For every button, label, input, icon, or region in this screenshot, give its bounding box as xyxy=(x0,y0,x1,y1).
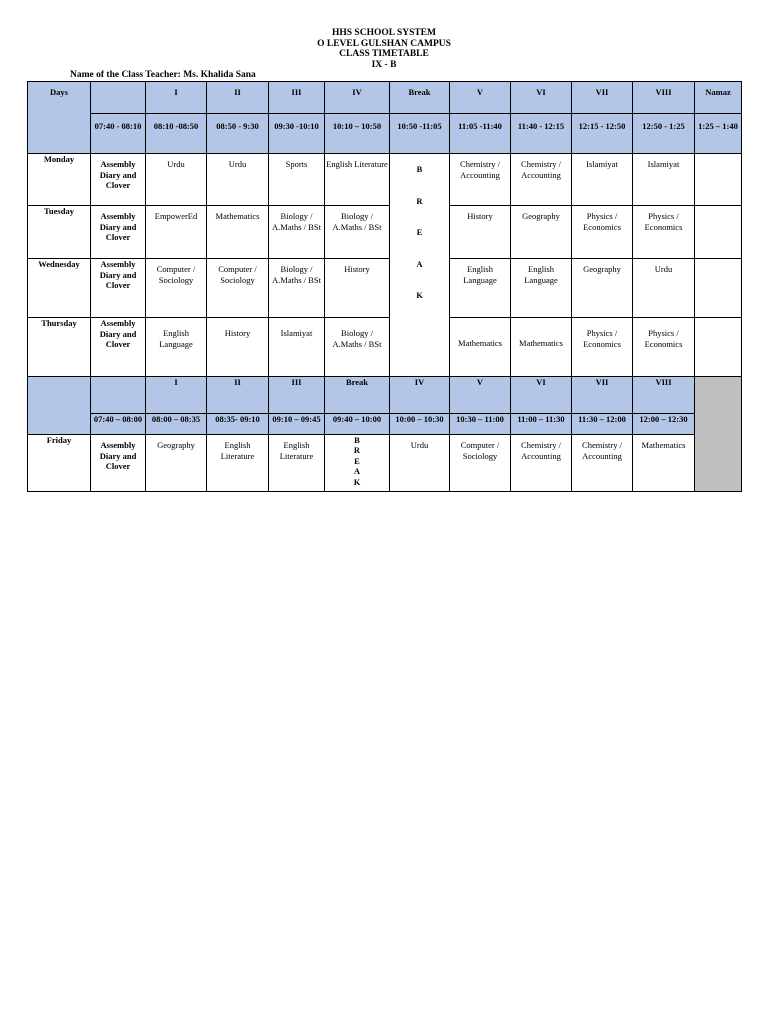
time-slot: 11:40 - 12:15 xyxy=(511,114,572,154)
lesson-cell: Mathematics xyxy=(511,318,572,377)
lesson-cell: History xyxy=(207,318,269,377)
period-header: VIII xyxy=(633,377,695,414)
lesson-cell: Chemistry / Accounting xyxy=(511,154,572,206)
lesson-cell: Geography xyxy=(572,259,633,318)
class-teacher-line: Name of the Class Teacher: Ms. Khalida Sana xyxy=(70,70,256,80)
days-header: Days xyxy=(28,82,91,154)
time-slot: 07:40 – 08:00 xyxy=(91,414,146,435)
class-name: IX - B xyxy=(371,59,397,70)
time-slot: 10:50 -11:05 xyxy=(390,114,450,154)
lesson-cell: Urdu xyxy=(633,259,695,318)
break-letter: E xyxy=(416,227,423,238)
period-header: VI xyxy=(511,82,572,114)
lesson-cell: Physics / Economics xyxy=(572,206,633,259)
lesson-cell: Biology / A.Maths / BSt xyxy=(269,259,325,318)
lesson-cell: Mathematics xyxy=(450,318,511,377)
document-header xyxy=(0,28,768,70)
time-slot: 12:00 – 12:30 xyxy=(633,414,695,435)
period-header: VII xyxy=(572,82,633,114)
lesson-cell: Physics / Economics xyxy=(572,318,633,377)
lesson-cell: Biology / A.Maths / BSt xyxy=(325,318,390,377)
time-slot: 08:35- 09:10 xyxy=(207,414,269,435)
time-slot: 08:00 – 08:35 xyxy=(146,414,207,435)
assembly-cell: Assembly Diary and Clover xyxy=(91,154,146,206)
lesson-cell: History xyxy=(325,259,390,318)
lesson-cell: English Language xyxy=(146,318,207,377)
time-slot: 12:15 - 12:50 xyxy=(572,114,633,154)
break-letter: E xyxy=(354,455,360,466)
break-letter: B xyxy=(354,435,360,445)
time-slot: 11:05 -11:40 xyxy=(450,114,511,154)
period-header: VIII xyxy=(633,82,695,114)
break-header: Break xyxy=(390,82,450,114)
time-slot: 07:40 - 08:10 xyxy=(91,114,146,154)
time-slot: 09:10 – 09:45 xyxy=(269,414,325,435)
time-slot: 10:00 – 10:30 xyxy=(390,414,450,435)
day-row-monday xyxy=(28,154,742,206)
time-slot: 12:50 - 1:25 xyxy=(633,114,695,154)
lesson-cell: Mathematics xyxy=(633,435,695,492)
friday-grey-cell xyxy=(695,377,742,492)
lesson-cell: Chemistry / Accounting xyxy=(572,435,633,492)
document-title: CLASS TIMETABLE xyxy=(339,49,429,59)
timetable xyxy=(27,81,742,492)
lesson-cell: Computer / Sociology xyxy=(146,259,207,318)
school-name: HHS SCHOOL SYSTEM xyxy=(331,28,436,38)
lesson-cell: Biology / A.Maths / BSt xyxy=(325,206,390,259)
lesson-cell: Islamiyat xyxy=(633,154,695,206)
period-header: I xyxy=(146,377,207,414)
break-column xyxy=(390,154,450,377)
lesson-cell: Computer / Sociology xyxy=(450,435,511,492)
namaz-cell xyxy=(695,154,742,206)
period-header: I xyxy=(146,82,207,114)
lesson-cell: Geography xyxy=(511,206,572,259)
assembly-header xyxy=(91,377,146,414)
day-label: Wednesday xyxy=(28,259,91,318)
lesson-cell: Islamiyat xyxy=(572,154,633,206)
day-label: Thursday xyxy=(28,318,91,377)
day-row-tuesday xyxy=(28,206,742,259)
lesson-cell: Geography xyxy=(146,435,207,492)
day-row-thursday xyxy=(28,318,742,377)
lesson-cell: Chemistry / Accounting xyxy=(450,154,511,206)
assembly-cell: Assembly Diary and Clover xyxy=(91,259,146,318)
assembly-cell: Assembly Diary and Clover xyxy=(91,206,146,259)
friday-break-cell xyxy=(325,435,390,492)
period-header: VII xyxy=(572,377,633,414)
day-label: Monday xyxy=(28,154,91,206)
day-label: Friday xyxy=(28,435,91,492)
lesson-cell: Mathematics xyxy=(207,206,269,259)
period-header: II xyxy=(207,377,269,414)
lesson-cell: Computer / Sociology xyxy=(207,259,269,318)
day-label: Tuesday xyxy=(28,206,91,259)
campus-name: O LEVEL GULSHAN CAMPUS xyxy=(317,38,451,49)
period-header: III xyxy=(269,377,325,414)
period-header: IV xyxy=(390,377,450,414)
friday-time-header-row xyxy=(28,414,742,435)
time-slot: 11:00 – 11:30 xyxy=(511,414,572,435)
time-slot: 11:30 – 12:00 xyxy=(572,414,633,435)
lesson-cell: English Literature xyxy=(325,154,390,206)
assembly-cell: Assembly Diary and Clover xyxy=(91,435,146,492)
time-slot: 1:25 – 1:40 xyxy=(695,114,742,154)
lesson-cell: Islamiyat xyxy=(269,318,325,377)
namaz-cell xyxy=(695,259,742,318)
namaz-header: Namaz xyxy=(695,82,742,114)
period-header: VI xyxy=(511,377,572,414)
lesson-cell: Physics / Economics xyxy=(633,206,695,259)
lesson-cell: Physics / Economics xyxy=(633,318,695,377)
period-header: V xyxy=(450,377,511,414)
period-header: II xyxy=(207,82,269,114)
time-slot: 08:50 - 9:30 xyxy=(207,114,269,154)
break-letter: A xyxy=(353,466,361,477)
lesson-cell: English Literature xyxy=(269,435,325,492)
lesson-cell: Chemistry / Accounting xyxy=(511,435,572,492)
lesson-cell: English Language xyxy=(511,259,572,318)
time-slot: 08:10 -08:50 xyxy=(146,114,207,154)
friday-days-header xyxy=(28,377,91,435)
break-letter: A xyxy=(416,258,423,269)
break-letter: R xyxy=(353,445,361,456)
break-letter: K xyxy=(353,476,361,487)
time-header-row xyxy=(28,114,742,154)
lesson-cell: English Literature xyxy=(207,435,269,492)
period-header: III xyxy=(269,82,325,114)
time-slot: 10:10 – 10:50 xyxy=(325,114,390,154)
period-header: IV xyxy=(325,82,390,114)
time-slot: 09:30 -10:10 xyxy=(269,114,325,154)
time-slot: 09:40 – 10:00 xyxy=(325,414,390,435)
period-header: V xyxy=(450,82,511,114)
break-letter: R xyxy=(416,195,423,206)
lesson-cell: History xyxy=(450,206,511,259)
friday-period-header-row xyxy=(28,377,742,414)
lesson-cell: English Language xyxy=(450,259,511,318)
lesson-cell: Urdu xyxy=(390,435,450,492)
break-header: Break xyxy=(325,377,390,414)
assembly-cell: Assembly Diary and Clover xyxy=(91,318,146,377)
lesson-cell: Urdu xyxy=(146,154,207,206)
assembly-header xyxy=(91,82,146,114)
namaz-cell xyxy=(695,206,742,259)
day-row-friday xyxy=(28,435,742,492)
lesson-cell: EmpowerEd xyxy=(146,206,207,259)
break-letter: B xyxy=(416,164,423,174)
break-letter: K xyxy=(416,290,423,301)
time-slot: 10:30 – 11:00 xyxy=(450,414,511,435)
period-header-row xyxy=(28,82,742,114)
namaz-cell xyxy=(695,318,742,377)
day-row-wednesday xyxy=(28,259,742,318)
lesson-cell: Biology / A.Maths / BSt xyxy=(269,206,325,259)
lesson-cell: Sports xyxy=(269,154,325,206)
lesson-cell: Urdu xyxy=(207,154,269,206)
